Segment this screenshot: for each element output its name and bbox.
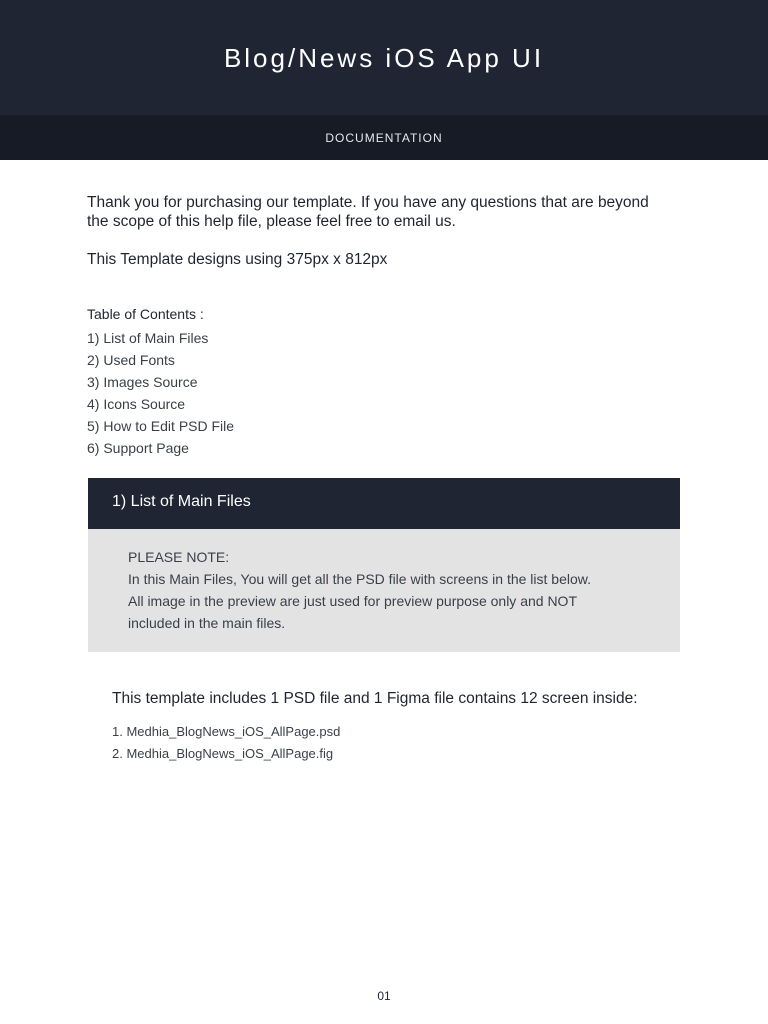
toc-heading: Table of Contents : (87, 306, 204, 322)
toc-item-images-source: 3) Images Source (87, 374, 198, 390)
page-number: 01 (377, 989, 391, 1003)
file-item-psd: 1. Medhia_BlogNews_iOS_AllPage.psd (112, 724, 341, 739)
toc-item-icons-source: 4) Icons Source (87, 396, 186, 412)
toc-item-used-fonts: 2) Used Fonts (87, 352, 175, 368)
document-title: Blog/News iOS App UI (223, 43, 545, 73)
toc-item-main-files: 1) List of Main Files (87, 330, 209, 346)
includes-heading: This template includes 1 PSD file and 1 Figma file contains 12 screen inside: (112, 690, 638, 707)
document-subtitle: DOCUMENTATION (325, 131, 443, 145)
toc-item-edit-psd: 5) How to Edit PSD File (87, 418, 235, 434)
note-label: PLEASE NOTE: (128, 549, 230, 565)
note-line: included in the main files. (128, 615, 286, 631)
note-line: All image in the preview are just used for preview purpose only and NOT (128, 593, 577, 609)
intro-paragraph: Thank you for purchasing our template. If you have any questions that are beyond the scope of this help file, please feel free to email us. (87, 194, 649, 230)
note-text (128, 546, 658, 634)
toc-list (87, 327, 234, 459)
template-dimensions: This Template designs using 375px x 812px (87, 251, 388, 268)
toc-item-support-page: 6) Support Page (87, 440, 189, 456)
section-title: 1) List of Main Files (112, 493, 251, 510)
note-line: In this Main Files, You will get all the PSD file with screens in the list below. (128, 571, 591, 587)
file-list (112, 721, 340, 765)
file-item-fig: 2. Medhia_BlogNews_iOS_AllPage.fig (112, 746, 334, 761)
